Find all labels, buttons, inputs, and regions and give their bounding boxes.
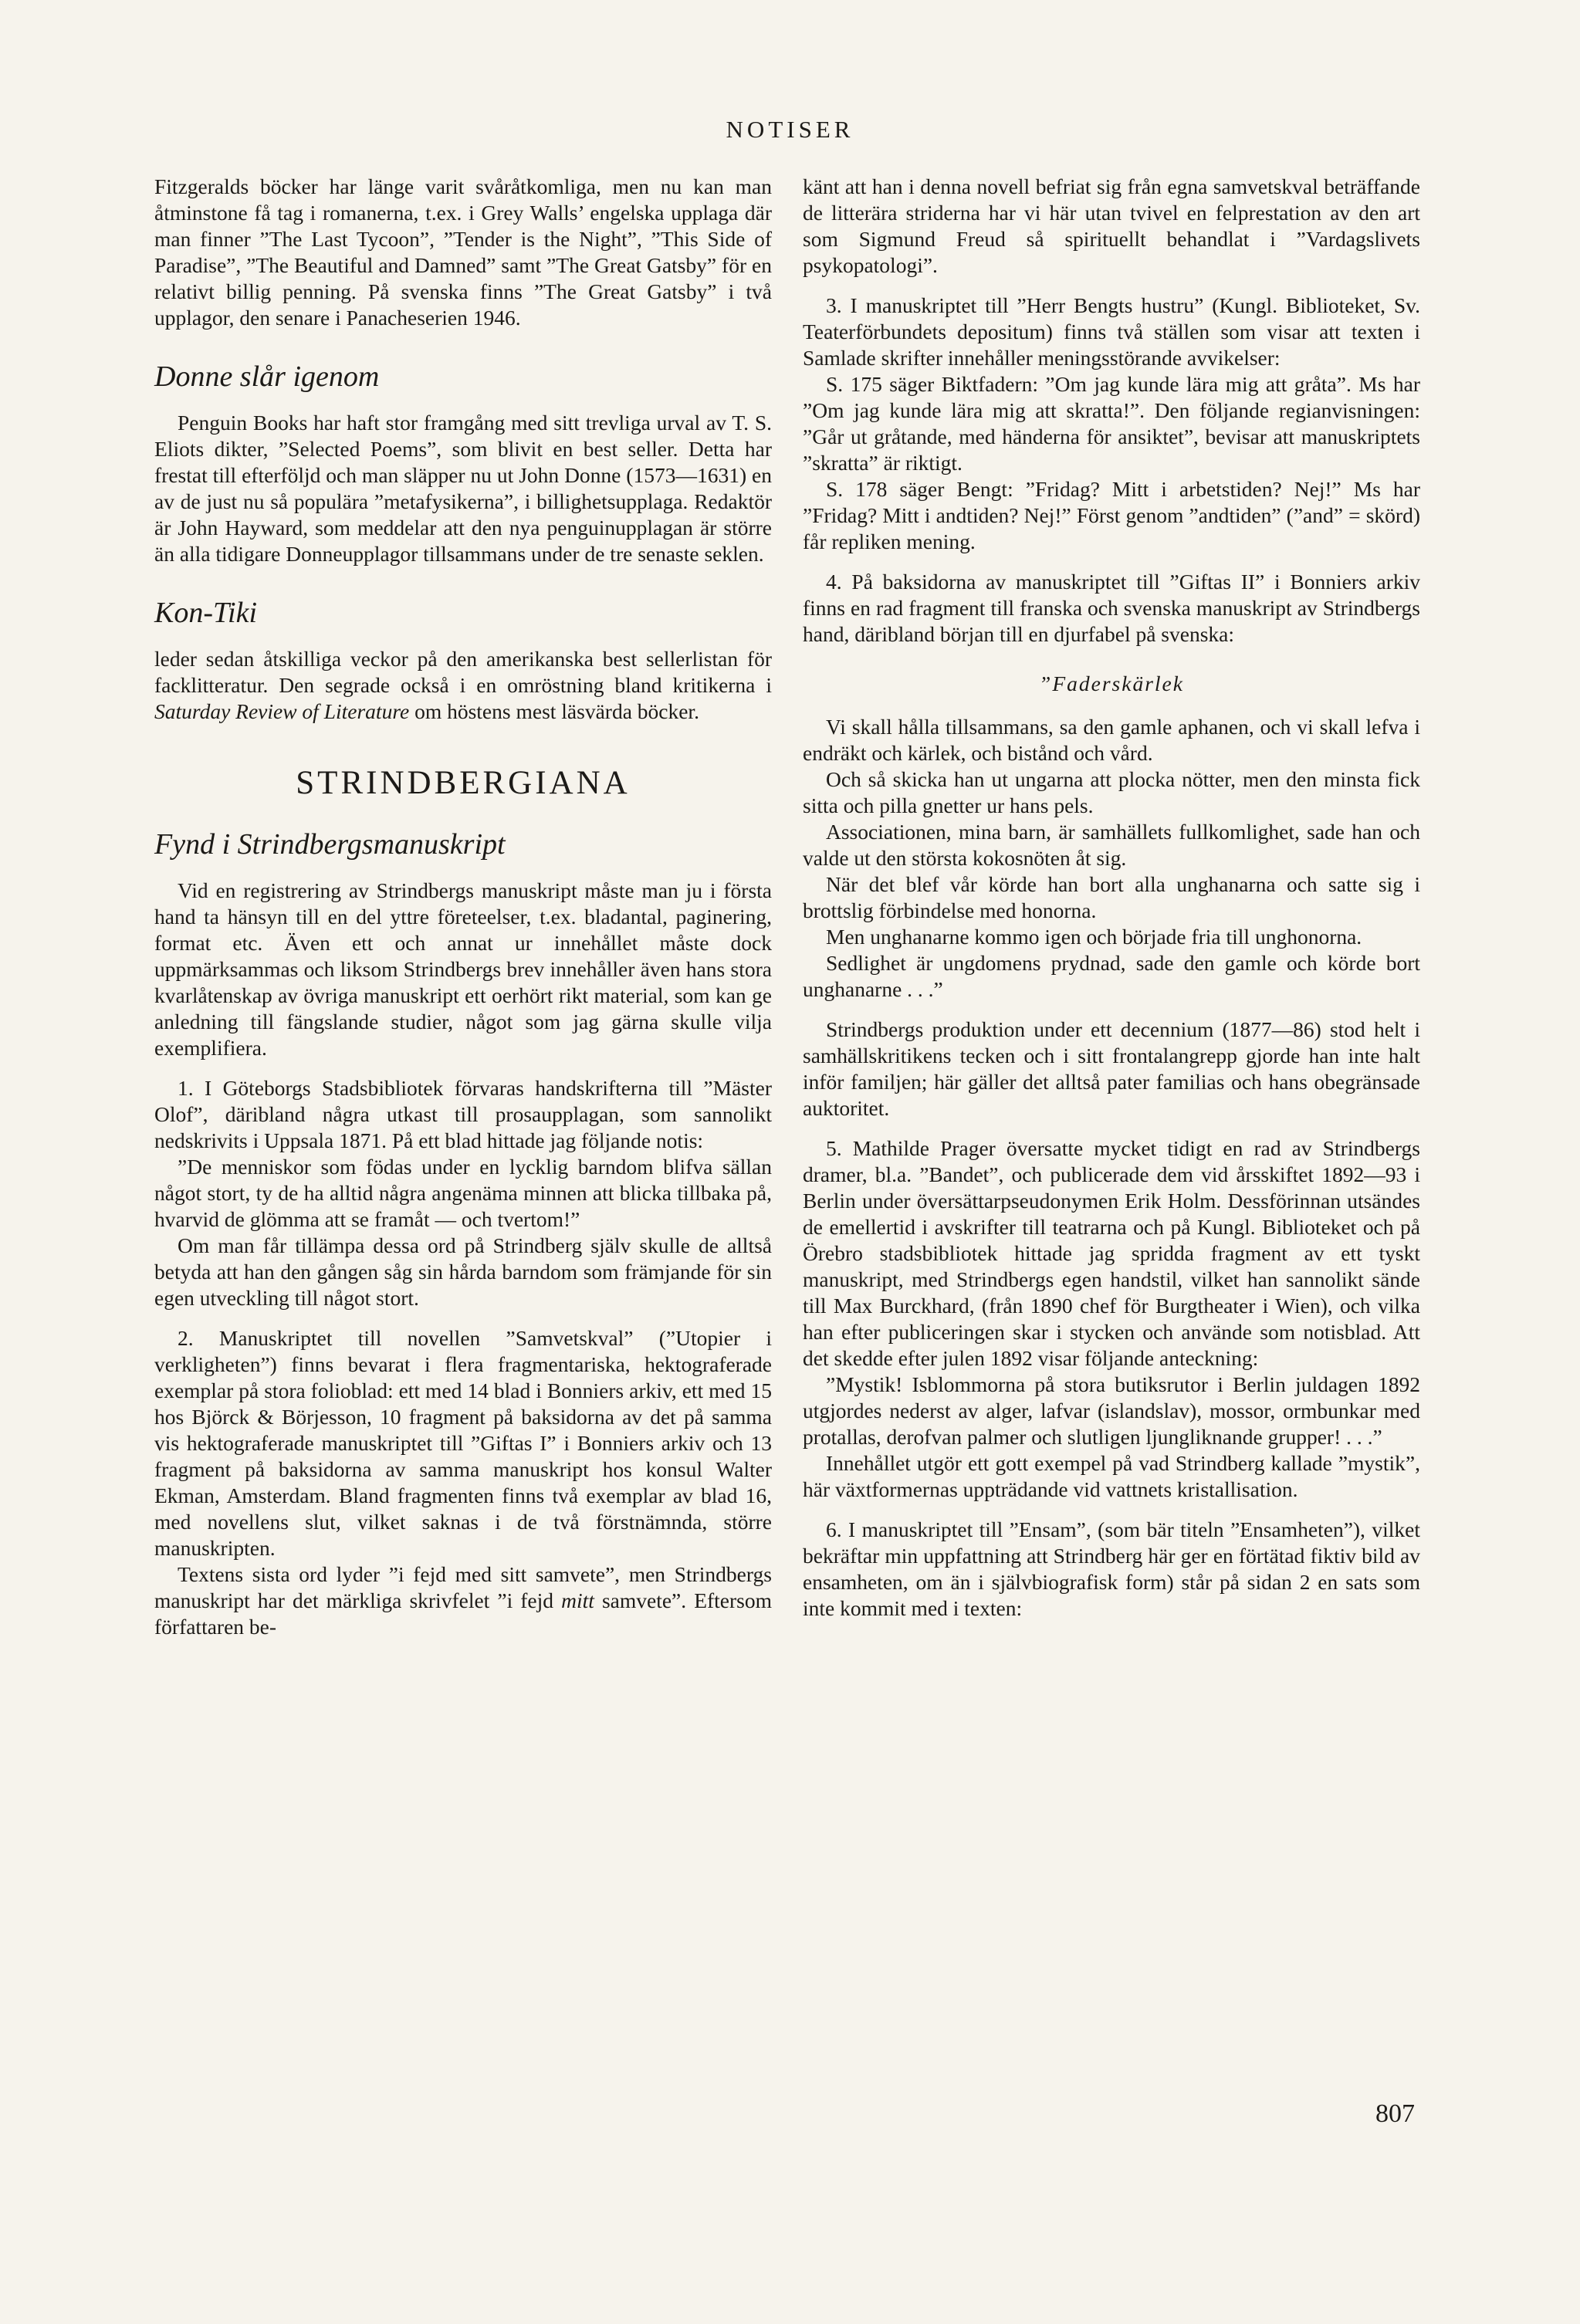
kontiki-text-post: om höstens mest läsvärda böcker. xyxy=(409,699,699,723)
item2-ending-pre: Textens sista ord lyder ”i fejd med sitt samvete”, men Strindbergs manuskript har det märkliga skrivfelet ”i fejd xyxy=(154,1562,772,1612)
item2-paragraph: 2. Manuskriptet till novellen ”Samvetskval” (”Utopier i verkligheten”) finns bevarat i flera fragmentariska, hektograferade exemplar på stora folioblad: ett med 14 blad i Bonniers arkiv, ett med 15 hos Björck & Börjesson, 10 fragment på baksidorna av det på samma vis hektograferade manuskriptet till ”Giftas I” i Bonniers arkiv och 13 fragment på baksidorna av samma manuskript hos konsul Walter Ekman, Amsterdam. Bland fragmenten finns två exemplar av blad 16, med novellens slut, vilket saknas i de två förstnämnda, större manuskripten. xyxy=(154,1326,772,1560)
item5-paragraph: 5. Mathilde Prager översatte mycket tidigt en rad av Strindbergs dramer, bl.a. ”Bandet”, och publicerade dem vid årsskiftet 1892—93 i Berlin under översättarpseudonymen Erik Holm. Dessförinnan utsändes de emellertid i avskrifter till teatrarna och på Kungl. Biblioteket och på Örebro stadsbibliotek hittade jag spridda fragment av ett tyskt manuskript, med Strindbergs egen handstil, vilket han sannolikt sände till Max Burckhard, (från 1890 chef för Burgtheater i Wien), och vilka han efter publiceringen skar i stycken och använde som notisblad. Att det skedde efter julen 1892 visar följande anteckning: xyxy=(803,1136,1420,1370)
item3-paragraph: 3. I manuskriptet till ”Herr Bengts hustru” (Kungl. Biblioteket, Sv. Teaterförbundets depositum) finns två ställen som visar att texten i Samlade skrifter innehåller meningsstörande avvikelser: xyxy=(803,293,1420,370)
fynd-heading: Fynd i Strindbergsmanuskript xyxy=(154,828,506,861)
item6-paragraph: 6. I manuskriptet till ”Ensam”, (som bär titeln ”Ensamheten”), vilket bekräftar min uppfattning att Strindberg här ger en förtätad fiktiv bild av ensamheten, om än i självbiografisk form) står på sidan 2 en sats som inte kommit med i texten: xyxy=(803,1517,1420,1620)
item5-comment: Innehållet utgör ett gott exempel på vad Strindberg kallade ”mystik”, här växtformernas uppträdande vid vattnets kristallisation. xyxy=(803,1451,1420,1501)
item4-paragraph: 4. På baksidorna av manuskriptet till ”Giftas II” i Bonniers arkiv finns en rad fragment till franska och svenska manuskript av Strindbergs hand, däribland början till en djurfabel på svenska: xyxy=(803,570,1420,646)
fable-line: Sedlighet är ungdomens prydnad, sade den gamle och körde bort unghanarne . . .” xyxy=(803,951,1420,1001)
fitzgerald-paragraph: Fitzgeralds böcker har länge varit svåråtkomliga, men nu kan man åtminstone få tag i romanerna, t.ex. i Grey Walls’ engelska upplaga där man finner ”The Last Tycoon”, ”Tender is the Night”, ”This Side of Paradise”, ”The Beautiful and Damned” samt ”The Great Gatsby” för en relativt billig penning. På svenska finns ”The Great Gatsby” i två upplagor, den senare i Panacheserien 1946. xyxy=(154,174,772,330)
fynd-intro-paragraph: Vid en registrering av Strindbergs manuskript måste man ju i första hand ta hänsyn till en del yttre företeelser, t.ex. bladantal, paginering, format etc. Även ett och annat ur innehållet måste dock uppmärksammas och liksom Strindbergs brev innehåller även hans stora kvarlåtenskap av övriga manuskript ett oerhört rikt material, som kan ge anledning till fängslande studier, något som jag gärna skulle vilja exemplifiera. xyxy=(154,878,772,1060)
kontiki-heading: Kon-Tiki xyxy=(154,597,258,629)
fable-title: ”Faderskärlek xyxy=(1039,671,1184,695)
left-column xyxy=(154,174,772,1640)
item1-comment: Om man får tillämpa dessa ord på Strindberg själv skulle de alltså betyda att han den gången såg sin hårda barndom som främjande för sin egen utveckling till något stort. xyxy=(154,1233,772,1310)
fable-line: När det blef vår körde han bort alla unghanarna och satte sig i brottslig förbindelse med honorna. xyxy=(803,872,1420,922)
item2-ending-emphasis: mitt xyxy=(561,1588,594,1612)
continuation-paragraph: känt att han i denna novell befriat sig från egna samvetskval beträffande de litterära striderna har vi här utan tvivel en felprestation av den art som Sigmund Freud så spirituellt behandlat i ”Vardagslivets psykopatologi”. xyxy=(803,174,1420,277)
kontiki-paragraph xyxy=(154,646,772,725)
item2-ending-paragraph xyxy=(154,1561,772,1640)
item2-ending-post: samvete”. Eftersom författaren be- xyxy=(154,1588,773,1639)
right-column xyxy=(803,174,1420,1622)
item5-quote: ”Mystik! Isblommorna på stora butiksrutor i Berlin juldagen 1892 utgjordes nederst av alger, lafvar (islandslav), mossor, ormbunkar med protallas, derofvan palmer och slutligen ljungliknande grupper! . . .” xyxy=(803,1372,1420,1449)
donne-paragraph: Penguin Books har haft stor framgång med sitt trevliga urval av T. S. Eliots dikter, ”Selected Poems”, som blivit en best seller. Detta har frestat till efterföljd och man släpper nu ut John Donne (1573—1631) en av de just nu så populära ”metafysikerna”, i billighetsupplaga. Redaktör är John Hayward, som meddelar att den nya penguinupplagan är större än alla tidigare Donneupplagor tillsammans under de tre senaste seklen. xyxy=(154,411,772,566)
donne-heading: Donne slår igenom xyxy=(154,360,380,393)
item1-paragraph: 1. I Göteborgs Stadsbibliotek förvaras handskrifterna till ”Mäster Olof”, däribland några utkast till prosaupplagan, som sannolikt nedskrivits i Uppsala 1871. På ett blad hittade jag följande notis: xyxy=(154,1076,772,1152)
item3-s175: S. 175 säger Biktfadern: ”Om jag kunde lära mig att gråta”. Ms har ”Om jag kunde lära mig att skratta!”. Den följande regianvisningen: ”Går ut gråtande, med händerna för ansiktet”, bevisar att manuskriptets ”skratta” är riktigt. xyxy=(803,372,1420,475)
item3-s178: S. 178 säger Bengt: ”Fridag? Mitt i arbetstiden? Nej!” Ms har ”Fridag? Mitt i andtiden? Nej!” Först genom ”andtiden” (”and” = skörd) får repliken mening. xyxy=(803,477,1420,553)
fable-line: Associationen, mina barn, är samhällets fullkomlighet, sade han och valde ut den största kokosnöten åt sig. xyxy=(803,820,1420,870)
kontiki-text-pre: leder sedan åtskilliga veckor på den amerikanska best sellerlistan för facklitteratur. Den segrade också i en omröstning bland kritikerna i xyxy=(154,647,772,697)
fable-line: Och så skicka han ut ungarna att plocka nötter, men den minsta fick sitta och pilla gnetter ur hans pels. xyxy=(803,767,1420,817)
kontiki-journal-title: Saturday Review of Literature xyxy=(154,699,410,723)
running-head: NOTISER xyxy=(726,116,854,143)
page-number: 807 xyxy=(1375,2099,1415,2128)
item1-quote: ”De menniskor som födas under en lycklig barndom blifva sällan något stort, ty de ha alltid några angenäma minnen att blicka tillbaka på, hvarvid de glömma att se framåt — och tvertom!” xyxy=(154,1155,772,1231)
fable-line: Vi skall hålla tillsammans, sa den gamle aphanen, och vi skall lefva i endräkt och kärlek, och bistånd och vård. xyxy=(803,715,1420,765)
item4-comment: Strindbergs produktion under ett decennium (1877—86) stod helt i samhällskritikens tecken och i sitt frontalangrepp gjorde han inte halt inför familjen; här gäller det alltså pater familias och hans obegränsade auktoritet. xyxy=(803,1017,1420,1120)
fable-line: Men unghanarne kommo igen och började fria till unghonorna. xyxy=(826,925,1362,949)
section-title: STRINDBERGIANA xyxy=(296,765,631,801)
